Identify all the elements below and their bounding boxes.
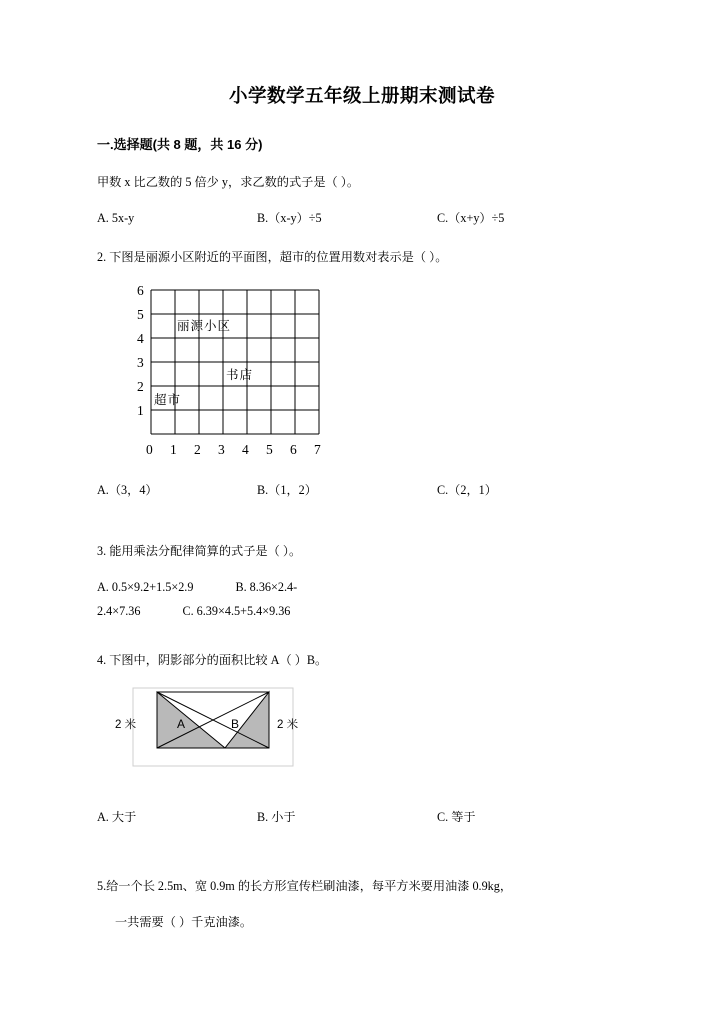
triangle-left-measure: 2 米 (115, 718, 137, 731)
grid-x-label-3: 3 (218, 441, 225, 457)
grid-x-label-7: 7 (314, 441, 321, 457)
grid-y-label-5: 5 (137, 306, 144, 322)
worksheet-content (97, 82, 627, 947)
question-2-option-c[interactable]: C.（2，1） (437, 482, 497, 497)
triangle-region-b-label: B (231, 716, 240, 731)
question-2-number: 2. (97, 250, 107, 265)
grid-x-label-1: 1 (170, 441, 177, 457)
spacer (97, 518, 627, 540)
question-4-text (97, 649, 627, 672)
question-2-options (97, 479, 627, 502)
question-4-option-c[interactable]: C. 等于 (437, 809, 476, 824)
grid-x-label-2: 2 (194, 441, 201, 457)
question-3-body: 能用乘法分配律简算的式子是（ ）。 (109, 543, 302, 558)
spacer (97, 639, 627, 649)
question-4-number: 4. (97, 653, 107, 668)
question-3-option-a[interactable]: A. 0.5×9.2+1.5×2.9 (97, 579, 194, 594)
question-2-body: 下图是丽源小区附近的平面图，超市的位置用数对表示是（ ）。 (109, 250, 448, 265)
question-3-option-b[interactable]: B. 8.36×2.4- (235, 579, 298, 594)
question-2-text (97, 246, 627, 269)
question-3-number: 3. (97, 543, 107, 558)
neighborhood-grid-svg (115, 284, 415, 459)
grid-y-label-6: 6 (137, 283, 144, 298)
grid-y-label-1: 1 (137, 402, 144, 418)
question-5-text-line-2: 一共需要（ ）千克油漆。 (115, 914, 253, 929)
grid-y-label-3: 3 (137, 354, 144, 370)
spacer (97, 845, 627, 875)
grid-label-bookstore: 书店 (226, 367, 254, 382)
grid-x-label-0: 0 (146, 441, 153, 457)
shaded-triangles-svg (115, 686, 415, 768)
question-3-options (97, 576, 627, 624)
question-5-text-line-1: 5.给一个长 2.5m、宽 0.9m 的长方形宣传栏刷油漆，每平方米要用油漆 0.9kg， (97, 878, 513, 893)
grid-x-label-6: 6 (290, 441, 297, 457)
question-1-options (97, 207, 627, 230)
figure-neighborhood-map (115, 284, 415, 459)
section-heading: 一.选择题(共 8 题，共 16 分) (97, 137, 263, 152)
question-1-option-a[interactable]: A. 5x-y (97, 211, 135, 226)
grid-x-label-4: 4 (242, 441, 249, 457)
question-3-option-b-cont[interactable]: 2.4×7.36 (97, 603, 141, 618)
triangle-right-measure: 2 米 (277, 718, 299, 731)
question-1-option-c[interactable]: C.（x+y）÷5 (437, 211, 505, 226)
question-2-option-b[interactable]: B.（1，2） (257, 482, 317, 497)
grid-y-label-2: 2 (137, 378, 144, 394)
grid-y-label-4: 4 (137, 330, 144, 346)
question-4-option-b[interactable]: B. 小于 (257, 809, 296, 824)
figure-shaded-triangles (115, 686, 415, 768)
page-title: 小学数学五年级上册期末测试卷 (228, 85, 495, 106)
question-2-option-a[interactable]: A.（3，4） (97, 482, 158, 497)
question-3-text (97, 540, 627, 563)
question-4-options (97, 806, 627, 829)
question-4-option-a[interactable]: A. 大于 (97, 809, 137, 824)
question-3-option-c[interactable]: C. 6.39×4.5+5.4×9.36 (182, 603, 291, 618)
grid-label-supermarket: 超市 (154, 392, 182, 407)
question-1-option-b[interactable]: B.（x-y）÷5 (257, 211, 322, 226)
triangle-region-a-label: A (177, 716, 186, 731)
spacer (97, 784, 627, 806)
question-4-body: 下图中，阴影部分的面积比较 A（ ）B。 (109, 653, 328, 668)
grid-x-label-5: 5 (266, 441, 273, 457)
grid-label-residential: 丽源小区 (177, 318, 232, 333)
question-1-text: 甲数 x 比乙数的 5 倍少 y，求乙数的式子是（ ）。 (97, 175, 360, 189)
